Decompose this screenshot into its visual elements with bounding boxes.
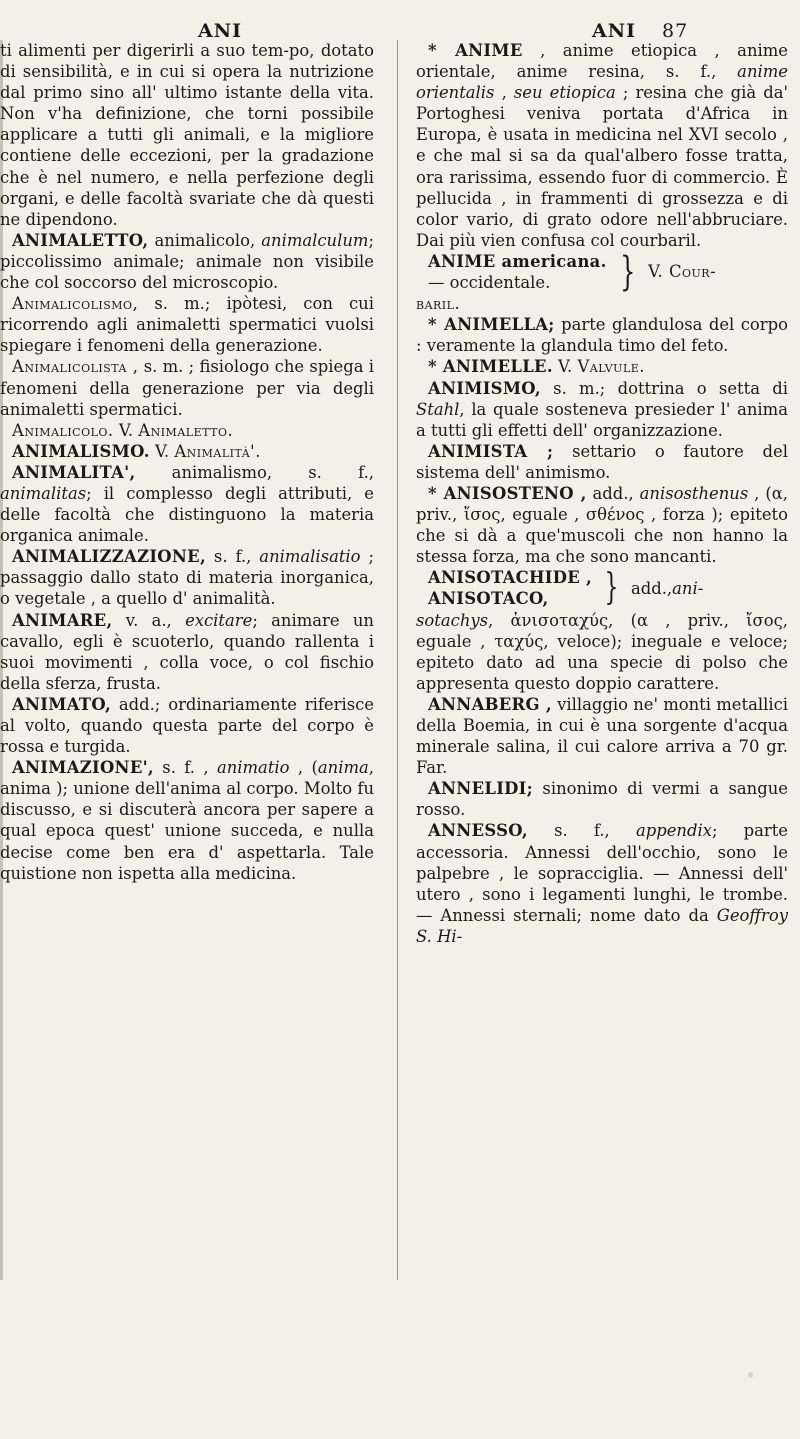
headword: ANIMISMO,	[428, 378, 541, 398]
headword: ANIMATO,	[12, 694, 111, 714]
latin-term: ani-	[672, 578, 704, 598]
entry-text: V.	[113, 420, 139, 440]
page-number: 87	[662, 20, 689, 42]
headword: ANIMALETTO,	[12, 230, 149, 250]
entry-text: animalismo, s. f.,	[135, 462, 374, 482]
entry-continuation: ti alimenti per digerirli a suo tem-po, dotato di sensibilità, e in cui si opera la nutrizione dal primo sino all' ultimo istante della vita. Non v'ha definizione, che torni possibile applicare a tutti gli animali, e la migliore contiene delle eccezioni, per la gradazione che è nel numero, e nella perfezione degli organi, e delle facoltà svariate che dà questi ne dipendono.	[0, 41, 374, 229]
left-column	[0, 40, 374, 884]
entry-anisotachide-body	[416, 610, 788, 694]
entry-text: s. f.,	[527, 821, 636, 841]
latin-term: anime orientalis	[416, 62, 788, 103]
entry-text: add.,	[630, 578, 673, 598]
entry-animaletto	[0, 230, 374, 293]
headword: ANIME americana.	[428, 251, 607, 271]
entry-text: ; animare un cavallo, egli è scuoterlo, quando rallenta i suoi movimenti , colla voce, o col fischio della sferza, frusta.	[0, 610, 374, 693]
running-head-right	[592, 20, 702, 42]
entry-text: , (α, priv., ἴσος, eguale , σθένος , forza ); epiteto che si dà a que'muscoli che non hanno la stessa forza, ma che sono mancanti.	[416, 483, 788, 567]
entry-animato	[0, 694, 374, 757]
headword: Animalicolista ,	[12, 357, 139, 377]
cross-reference: Valvule.	[577, 357, 645, 377]
entry-animalicolista	[0, 356, 374, 419]
entry-anime	[416, 40, 788, 251]
entry-text: settario o fautore del sistema dell' animismo.	[416, 441, 788, 482]
entry-animalismo	[0, 441, 374, 462]
headword: ANIMALITA',	[12, 462, 136, 482]
cross-reference: Animalità'.	[174, 441, 261, 461]
cross-reference-continuation: baril.	[416, 294, 461, 314]
cross-reference: V. Cour-	[648, 262, 717, 282]
headword: ANIMALISMO.	[12, 441, 150, 461]
brace-symbol: }	[604, 567, 619, 609]
entry-text: add.,	[586, 483, 640, 503]
latin-term: anima	[317, 758, 369, 778]
headword: ANNELIDI;	[428, 779, 533, 799]
entry-text: sinonimo di vermi a sangue rosso.	[416, 779, 788, 820]
headword: — occidentale.	[428, 273, 551, 293]
latin-term: Geoffroy S. Hi-	[416, 905, 788, 946]
entry-annesso	[416, 820, 788, 947]
entry-text: , la quale sosteneva presieder l' anima a tutti gli effetti dell' organizzazione.	[416, 399, 788, 440]
headword: * ANIME	[428, 41, 523, 60]
latin-term: animatio	[216, 758, 290, 778]
headword: ANNESSO,	[428, 821, 528, 841]
latin-term: animalitas	[0, 483, 87, 503]
entry-text: villaggio ne' monti metallici della Boemia, in cui è una sorgente d'acqua minerale salina, il cui calore arriva a 70 gr. Far.	[416, 694, 789, 778]
entry-text: s. m.; dottrina o setta di	[540, 378, 788, 398]
headword: * ANIMELLE.	[428, 357, 553, 377]
entry-text: ; resina che già da' Portoghesi veniva portata d'Africa in Europa, è usata in medicina nel XVI secolo , e che mal si sa da qual'albero fosse tratta, ora rarissima, essendo fuor di commercio. È pellucida , in frammenti di grossezza e di color vario, di grato odore nell'abbruciare. Dai più vien confusa col courbaril.	[416, 83, 788, 250]
latin-term: sotachys	[416, 610, 489, 630]
entry-anisotachide	[416, 567, 788, 609]
entry-text: ,	[494, 83, 514, 103]
latin-term: seu etiopica	[513, 83, 616, 103]
headword: ANIMAZIONE',	[12, 758, 154, 778]
headword: ANNABERG ,	[428, 694, 552, 714]
headword: ANISOTACHIDE ,	[428, 568, 593, 588]
latin-term: anisosthenus	[639, 483, 749, 503]
entry-text: V.	[149, 441, 175, 461]
entry-animare	[0, 610, 374, 694]
headword: Animalicolismo,	[12, 294, 139, 314]
column-rule	[397, 40, 398, 1280]
entry-animelle	[416, 356, 788, 377]
entry-text: s. f.,	[205, 547, 260, 567]
grouped-headwords	[416, 251, 607, 293]
entry-text: parte glandulosa del corpo : veramente la glandula timo del feto.	[416, 315, 788, 356]
entry-text: , (	[289, 758, 318, 778]
running-head-right-word: ANI	[592, 20, 636, 42]
latin-term: appendix	[635, 821, 712, 841]
entry-anisosteno	[416, 483, 788, 567]
latin-term: animalisatio	[259, 547, 361, 567]
entry-text: ; il complesso degli attributi, e delle facoltà che distinguono la materia organica animale.	[0, 483, 374, 546]
entry-text: v. a.,	[112, 610, 186, 630]
grouped-headwords	[416, 567, 592, 609]
entry-annaberg	[416, 694, 788, 778]
paper-speck	[748, 1372, 753, 1378]
cross-reference: Animaletto.	[138, 420, 234, 440]
latin-term: excitare	[185, 610, 253, 630]
headword: ANIMARE,	[12, 610, 113, 630]
entry-text: , anime etiopica , anime orientale, anime resina, s. f.,	[416, 41, 788, 82]
entry-text: add.; ordinariamente riferisce al volto, quando questa parte del corpo è rossa e turgida.	[0, 694, 374, 757]
entry-animalicolo	[0, 420, 374, 441]
entry-text: V.	[552, 357, 578, 377]
running-head-left: ANI	[198, 20, 242, 42]
entry-text: s. f. ,	[153, 758, 217, 778]
entry-text: ; parte accessoria. Annessi dell'occhio, sono le palpebre , le sopracciglia. — Annessi dell' utero , sono i legamenti lunghi, le trombe. — Annessi sternali; nome dato da	[416, 821, 789, 925]
right-column	[416, 40, 788, 947]
entry-animazione	[0, 757, 374, 884]
entry-animismo	[416, 378, 788, 441]
entry-annelidi	[416, 778, 788, 820]
latin-term: Stahl	[416, 399, 460, 419]
entry-text: s. m. ; fisiologo che spiega i fenomeni della generazione per via degli animaletti spermatici.	[0, 357, 374, 419]
entry-anime-americana	[416, 249, 788, 296]
entry-text: s. m.; ipòtesi, con cui ricorrendo agli animaletti spermatici vuolsi spiegare i fenomeni della generazione.	[0, 294, 374, 356]
latin-term: animalculum	[261, 230, 369, 250]
entry-animalicolismo	[0, 293, 374, 356]
headword: ANIMALIZZAZIONE,	[12, 547, 206, 567]
entry-animella	[416, 314, 788, 356]
headword: Animalicolo.	[12, 420, 114, 440]
entry-text: ; piccolissimo animale; animale non visibile che col soccorso del microscopio.	[0, 230, 374, 293]
entry-text: animalicolo,	[148, 230, 262, 250]
brace-symbol: }	[619, 249, 635, 296]
entry-animalita	[0, 462, 374, 546]
headword: * ANISOSTENO ,	[428, 483, 587, 503]
entry-animista	[416, 441, 788, 483]
headword: ANISOTACO,	[428, 589, 549, 609]
entry-animalizzazione	[0, 546, 374, 609]
headword: ANIMISTA ;	[428, 441, 554, 461]
headword: * ANIMELLA;	[428, 315, 555, 335]
entry-text: ; passaggio dallo stato di materia inorganica, o vegetale , a quello d' animalità.	[0, 547, 375, 609]
entry-text: , ἀνισοταχύς, (α , priv., ἴσος, eguale , ταχύς, veloce); ineguale e veloce; epiteto dato ad una specie di polso che appresenta questo doppio carattere.	[416, 610, 788, 693]
entry-text: , anima ); unione dell'anima al corpo. Molto fu discusso, e si discuterà ancora per sapere a qual epoca quest' unione succeda, e nulla decise come ben era d' aspettarla. Tale quistione non ispetta alla medicina.	[0, 758, 374, 883]
